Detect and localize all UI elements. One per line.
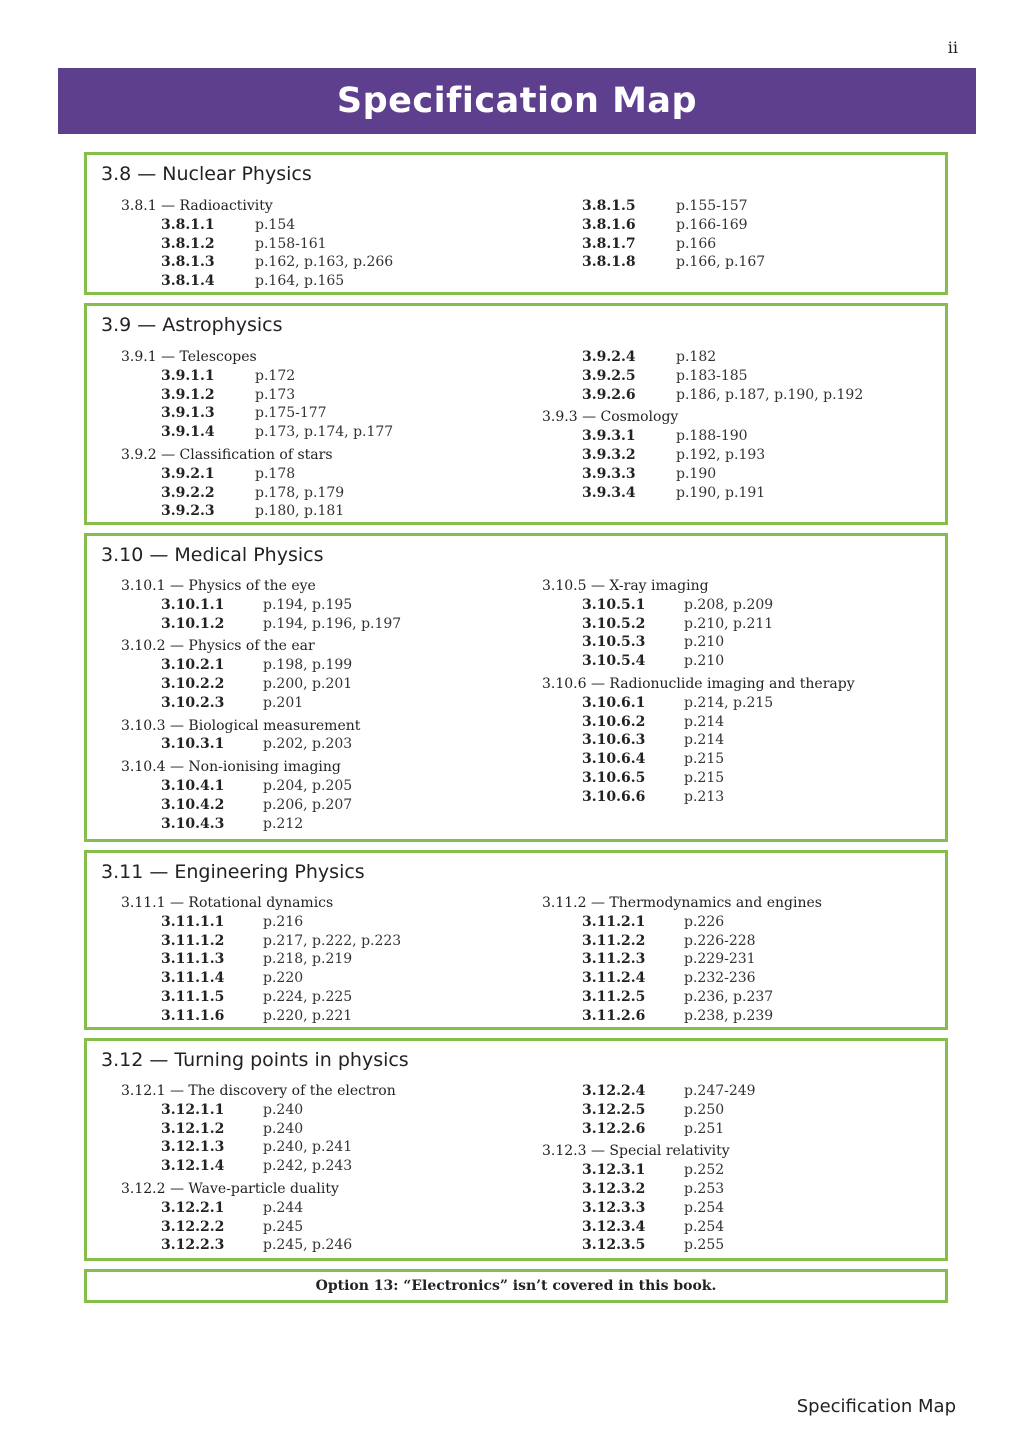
- subsection-heading: 3.12.2 — Wave-particle duality: [121, 1180, 339, 1197]
- right-column: [542, 1082, 756, 1255]
- spec-row: [121, 777, 401, 796]
- right-column: [542, 348, 863, 502]
- page-refs: p.194, p.195: [263, 596, 353, 613]
- spec-code: 3.9.1.4: [161, 424, 215, 441]
- spec-row: [542, 253, 765, 272]
- page-refs: p.200, p.201: [263, 675, 353, 692]
- spec-row: [121, 815, 401, 834]
- page-refs: p.214: [684, 713, 725, 730]
- spec-code: 3.8.1.2: [161, 235, 215, 252]
- spec-code: 3.10.5.4: [582, 653, 646, 670]
- section-heading: 3.9 — Astrophysics: [101, 314, 283, 336]
- page-refs: p.162, p.163, p.266: [255, 254, 394, 271]
- subsection-heading: 3.10.6 — Radionuclide imaging and therapy: [542, 675, 855, 692]
- subsection-heading: 3.10.5 — X-ray imaging: [542, 578, 709, 594]
- spec-code: 3.12.3.3: [582, 1199, 646, 1216]
- section-engineering-physics: [84, 850, 948, 1030]
- spec-code: 3.12.2.1: [161, 1199, 225, 1216]
- spec-row: [542, 750, 855, 769]
- spec-row: [542, 197, 765, 216]
- page-refs: p.232-236: [684, 970, 756, 987]
- section-medical-physics: [84, 533, 948, 842]
- page-refs: p.206, p.207: [263, 796, 353, 813]
- spec-row: [542, 386, 863, 405]
- spec-code: 3.12.2.3: [161, 1237, 225, 1254]
- page-refs: p.242, p.243: [263, 1158, 353, 1175]
- spec-code: 3.11.1.1: [161, 913, 225, 930]
- spec-row: [121, 235, 393, 254]
- subsection-heading: 3.12.3 — Special relativity: [542, 1143, 730, 1160]
- section-turning-points: [84, 1038, 948, 1261]
- subsection-heading: 3.10.2 — Physics of the ear: [121, 638, 315, 655]
- spec-row: [542, 348, 863, 367]
- page-refs: p.166: [676, 235, 717, 252]
- spec-row: [121, 253, 393, 272]
- page-refs: p.254: [684, 1199, 725, 1216]
- title-banner: [58, 68, 976, 134]
- spec-code: 3.11.1.3: [161, 951, 225, 968]
- spec-row: [542, 484, 863, 503]
- left-column: [121, 197, 393, 291]
- spec-row: [542, 1007, 822, 1026]
- spec-code: 3.11.2.1: [582, 913, 646, 930]
- spec-row: [542, 1120, 756, 1139]
- right-column: [542, 577, 855, 807]
- page-refs: p.201: [263, 694, 304, 711]
- spec-row: [542, 235, 765, 254]
- spec-code: 3.12.3.5: [582, 1237, 646, 1254]
- spec-code: 3.9.2.5: [582, 367, 636, 384]
- spec-code: 3.9.2.3: [161, 503, 215, 520]
- spec-code: 3.9.3.2: [582, 446, 636, 463]
- page-number: ii: [947, 38, 958, 57]
- page-refs: p.182: [676, 349, 717, 365]
- spec-code: 3.10.6.6: [582, 788, 646, 805]
- spec-row: [121, 1101, 396, 1120]
- spec-row: [121, 988, 401, 1007]
- spec-row: [542, 950, 822, 969]
- page-refs: p.158-161: [255, 235, 327, 252]
- spec-row: [542, 615, 855, 634]
- spec-code: 3.10.4.1: [161, 777, 225, 794]
- page-refs: p.253: [684, 1180, 725, 1197]
- spec-row: [121, 932, 401, 951]
- spec-code: 3.10.5.2: [582, 615, 646, 632]
- spec-row: [542, 913, 822, 932]
- spec-code: 3.11.2.5: [582, 988, 646, 1005]
- page-refs: p.220: [263, 970, 304, 987]
- spec-row: [542, 427, 863, 446]
- spec-code: 3.11.2.6: [582, 1007, 646, 1024]
- page-refs: p.255: [684, 1237, 725, 1254]
- spec-row: [121, 1138, 396, 1157]
- spec-row: [542, 1199, 756, 1218]
- spec-row: [121, 367, 393, 386]
- spec-code: 3.8.1.4: [161, 273, 215, 290]
- spec-code: 3.12.2.6: [582, 1120, 646, 1137]
- subsection-heading: 3.9.3 — Cosmology: [542, 409, 679, 426]
- spec-code: 3.8.1.8: [582, 254, 636, 271]
- page-refs: p.155-157: [676, 198, 748, 214]
- spec-row: [121, 735, 401, 754]
- page-refs: p.164, p.165: [255, 273, 345, 290]
- page-refs: p.238, p.239: [684, 1007, 774, 1024]
- spec-row: [121, 1007, 401, 1026]
- page-refs: p.178: [255, 465, 296, 482]
- spec-row: [121, 675, 401, 694]
- spec-code: 3.11.2.3: [582, 951, 646, 968]
- spec-row: [542, 465, 863, 484]
- spec-row: [542, 1082, 756, 1101]
- spec-code: 3.8.1.3: [161, 254, 215, 271]
- spec-code: 3.11.1.4: [161, 970, 225, 987]
- spec-row: [542, 1180, 756, 1199]
- page-refs: p.215: [684, 751, 725, 768]
- section-heading: 3.12 — Turning points in physics: [101, 1049, 409, 1071]
- spec-code: 3.12.1.4: [161, 1158, 225, 1175]
- page-refs: p.254: [684, 1218, 725, 1235]
- page-refs: p.208, p.209: [684, 596, 774, 613]
- spec-row: [542, 1218, 756, 1237]
- page-refs: p.245, p.246: [263, 1237, 353, 1254]
- spec-row: [542, 446, 863, 465]
- page-refs: p.240: [263, 1120, 304, 1137]
- page-refs: p.247-249: [684, 1083, 756, 1099]
- spec-code: 3.8.1.7: [582, 235, 636, 252]
- subsection-heading: 3.9.2 — Classification of stars: [121, 446, 333, 463]
- page-refs: p.178, p.179: [255, 484, 345, 501]
- page-refs: p.210: [684, 634, 725, 651]
- spec-code: 3.9.2.6: [582, 386, 636, 403]
- spec-code: 3.8.1.5: [582, 198, 636, 214]
- spec-code: 3.9.3.1: [582, 428, 636, 445]
- page-refs: p.183-185: [676, 367, 748, 384]
- spec-row: [121, 216, 393, 235]
- spec-code: 3.10.1.2: [161, 615, 225, 632]
- spec-code: 3.12.1.2: [161, 1120, 225, 1137]
- spec-code: 3.11.2.2: [582, 932, 646, 949]
- page-refs: p.166-169: [676, 216, 748, 233]
- spec-row: [542, 731, 855, 750]
- spec-row: [121, 1120, 396, 1139]
- subsection-heading: 3.10.4 — Non-ionising imaging: [121, 759, 341, 776]
- page-refs: p.226: [684, 913, 725, 930]
- spec-row: [542, 788, 855, 807]
- left-column: [121, 894, 401, 1026]
- electronics-note: Option 13: “Electronics” isn’t covered in this book.: [84, 1269, 948, 1303]
- spec-code: 3.9.3.4: [582, 484, 636, 501]
- spec-row: [542, 633, 855, 652]
- spec-row: [121, 615, 401, 634]
- spec-code: 3.9.1.1: [161, 367, 215, 384]
- page-refs: p.217, p.222, p.223: [263, 932, 402, 949]
- spec-row: [121, 1199, 396, 1218]
- spec-code: 3.12.3.1: [582, 1162, 646, 1179]
- spec-code: 3.10.6.2: [582, 713, 646, 730]
- page-refs: p.192, p.193: [676, 446, 766, 463]
- spec-row: [121, 694, 401, 713]
- spec-row: [542, 652, 855, 671]
- spec-code: 3.10.3.1: [161, 736, 225, 753]
- spec-row: [121, 1157, 396, 1176]
- spec-row: [121, 272, 393, 291]
- subsection-heading: 3.10.3 — Biological measurement: [121, 717, 361, 734]
- spec-code: 3.8.1.1: [161, 216, 215, 233]
- page-refs: p.175-177: [255, 405, 327, 422]
- page-refs: p.224, p.225: [263, 988, 353, 1005]
- spec-row: [542, 367, 863, 386]
- spec-row: [542, 769, 855, 788]
- page-refs: p.240: [263, 1101, 304, 1118]
- spec-row: [542, 1161, 756, 1180]
- page-refs: p.213: [684, 788, 725, 805]
- subsection-heading: 3.11.2 — Thermodynamics and engines: [542, 895, 822, 911]
- spec-code: 3.10.5.3: [582, 634, 646, 651]
- spec-code: 3.9.3.3: [582, 465, 636, 482]
- spec-code: 3.12.3.4: [582, 1218, 646, 1235]
- page-refs: p.250: [684, 1101, 725, 1118]
- spec-row: [542, 969, 822, 988]
- spec-code: 3.9.1.3: [161, 405, 215, 422]
- spec-row: [542, 988, 822, 1007]
- subsection-heading: 3.9.1 — Telescopes: [121, 349, 257, 365]
- spec-row: [121, 1236, 396, 1255]
- spec-row: [542, 694, 855, 713]
- spec-row: [121, 404, 393, 423]
- section-heading: 3.10 — Medical Physics: [101, 544, 324, 566]
- section-nuclear-physics: [84, 152, 948, 295]
- spec-code: 3.10.4.2: [161, 796, 225, 813]
- spec-code: 3.11.1.2: [161, 932, 225, 949]
- page-refs: p.180, p.181: [255, 503, 345, 520]
- page-refs: p.216: [263, 913, 304, 930]
- section-astrophysics: [84, 303, 948, 525]
- page-refs: p.215: [684, 769, 725, 786]
- section-heading: 3.8 — Nuclear Physics: [101, 163, 312, 185]
- spec-code: 3.9.2.4: [582, 349, 636, 365]
- section-heading: 3.11 — Engineering Physics: [101, 861, 365, 883]
- spec-row: [121, 796, 401, 815]
- page-refs: p.240, p.241: [263, 1139, 353, 1156]
- spec-code: 3.12.3.2: [582, 1180, 646, 1197]
- spec-code: 3.10.6.5: [582, 769, 646, 786]
- spec-code: 3.12.2.5: [582, 1101, 646, 1118]
- page-refs: p.226-228: [684, 932, 756, 949]
- page-refs: p.229-231: [684, 951, 756, 968]
- spec-code: 3.10.6.1: [582, 694, 646, 711]
- page-refs: p.166, p.167: [676, 254, 766, 271]
- page-refs: p.214: [684, 732, 725, 749]
- page-refs: p.218, p.219: [263, 951, 353, 968]
- spec-row: [121, 386, 393, 405]
- page-refs: p.173: [255, 386, 296, 403]
- spec-row: [542, 932, 822, 951]
- spec-row: [542, 1236, 756, 1255]
- spec-code: 3.11.1.5: [161, 988, 225, 1005]
- spec-code: 3.8.1.6: [582, 216, 636, 233]
- spec-code: 3.10.1.1: [161, 596, 225, 613]
- page-refs: p.245: [263, 1218, 304, 1235]
- page-refs: p.204, p.205: [263, 777, 353, 794]
- page-refs: p.210, p.211: [684, 615, 774, 632]
- spec-code: 3.11.1.6: [161, 1007, 225, 1024]
- spec-row: [542, 713, 855, 732]
- spec-row: [121, 465, 393, 484]
- page-refs: p.198, p.199: [263, 657, 353, 674]
- page-refs: p.251: [684, 1120, 725, 1137]
- subsection-heading: 3.11.1 — Rotational dynamics: [121, 895, 334, 911]
- spec-row: [121, 950, 401, 969]
- spec-code: 3.9.2.1: [161, 465, 215, 482]
- subsection-heading: 3.8.1 — Radioactivity: [121, 198, 273, 214]
- spec-row: [542, 1101, 756, 1120]
- spec-code: 3.12.2.2: [161, 1218, 225, 1235]
- page-title: Specification Map: [336, 81, 698, 121]
- spec-row: [542, 216, 765, 235]
- spec-code: 3.10.2.2: [161, 675, 225, 692]
- page-refs: p.194, p.196, p.197: [263, 615, 402, 632]
- spec-row: [121, 423, 393, 442]
- spec-code: 3.10.6.3: [582, 732, 646, 749]
- spec-code: 3.9.1.2: [161, 386, 215, 403]
- right-column: [542, 197, 765, 272]
- page-refs: p.172: [255, 367, 296, 384]
- spec-code: 3.12.1.3: [161, 1139, 225, 1156]
- spec-row: [121, 913, 401, 932]
- spec-row: [121, 502, 393, 521]
- page-refs: p.210: [684, 653, 725, 670]
- spec-code: 3.10.2.1: [161, 657, 225, 674]
- page-refs: p.188-190: [676, 428, 748, 445]
- spec-row: [121, 1218, 396, 1237]
- spec-code: 3.10.4.3: [161, 815, 225, 832]
- spec-code: 3.10.6.4: [582, 751, 646, 768]
- subsection-heading: 3.10.1 — Physics of the eye: [121, 578, 316, 594]
- spec-code: 3.12.2.4: [582, 1083, 646, 1099]
- spec-code: 3.10.5.1: [582, 596, 646, 613]
- spec-row: [121, 484, 393, 503]
- left-column: [121, 577, 401, 833]
- spec-code: 3.11.2.4: [582, 970, 646, 987]
- subsection-heading: 3.12.1 — The discovery of the electron: [121, 1083, 396, 1099]
- spec-row: [121, 969, 401, 988]
- left-column: [121, 348, 393, 521]
- spec-code: 3.9.2.2: [161, 484, 215, 501]
- page-refs: p.173, p.174, p.177: [255, 424, 394, 441]
- page-refs: p.244: [263, 1199, 304, 1216]
- spec-row: [542, 596, 855, 615]
- footer-title: Specification Map: [796, 1396, 956, 1417]
- page-refs: p.154: [255, 216, 296, 233]
- page-refs: p.214, p.215: [684, 694, 774, 711]
- page-refs: p.190: [676, 465, 717, 482]
- page-refs: p.212: [263, 815, 304, 832]
- page-refs: p.186, p.187, p.190, p.192: [676, 386, 864, 403]
- page-refs: p.202, p.203: [263, 736, 353, 753]
- spec-row: [121, 596, 401, 615]
- spec-row: [121, 656, 401, 675]
- page-refs: p.236, p.237: [684, 988, 774, 1005]
- page-refs: p.252: [684, 1162, 725, 1179]
- page-refs: p.220, p.221: [263, 1007, 353, 1024]
- left-column: [121, 1082, 396, 1255]
- page-refs: p.190, p.191: [676, 484, 766, 501]
- spec-code: 3.10.2.3: [161, 694, 225, 711]
- spec-code: 3.12.1.1: [161, 1101, 225, 1118]
- right-column: [542, 894, 822, 1026]
